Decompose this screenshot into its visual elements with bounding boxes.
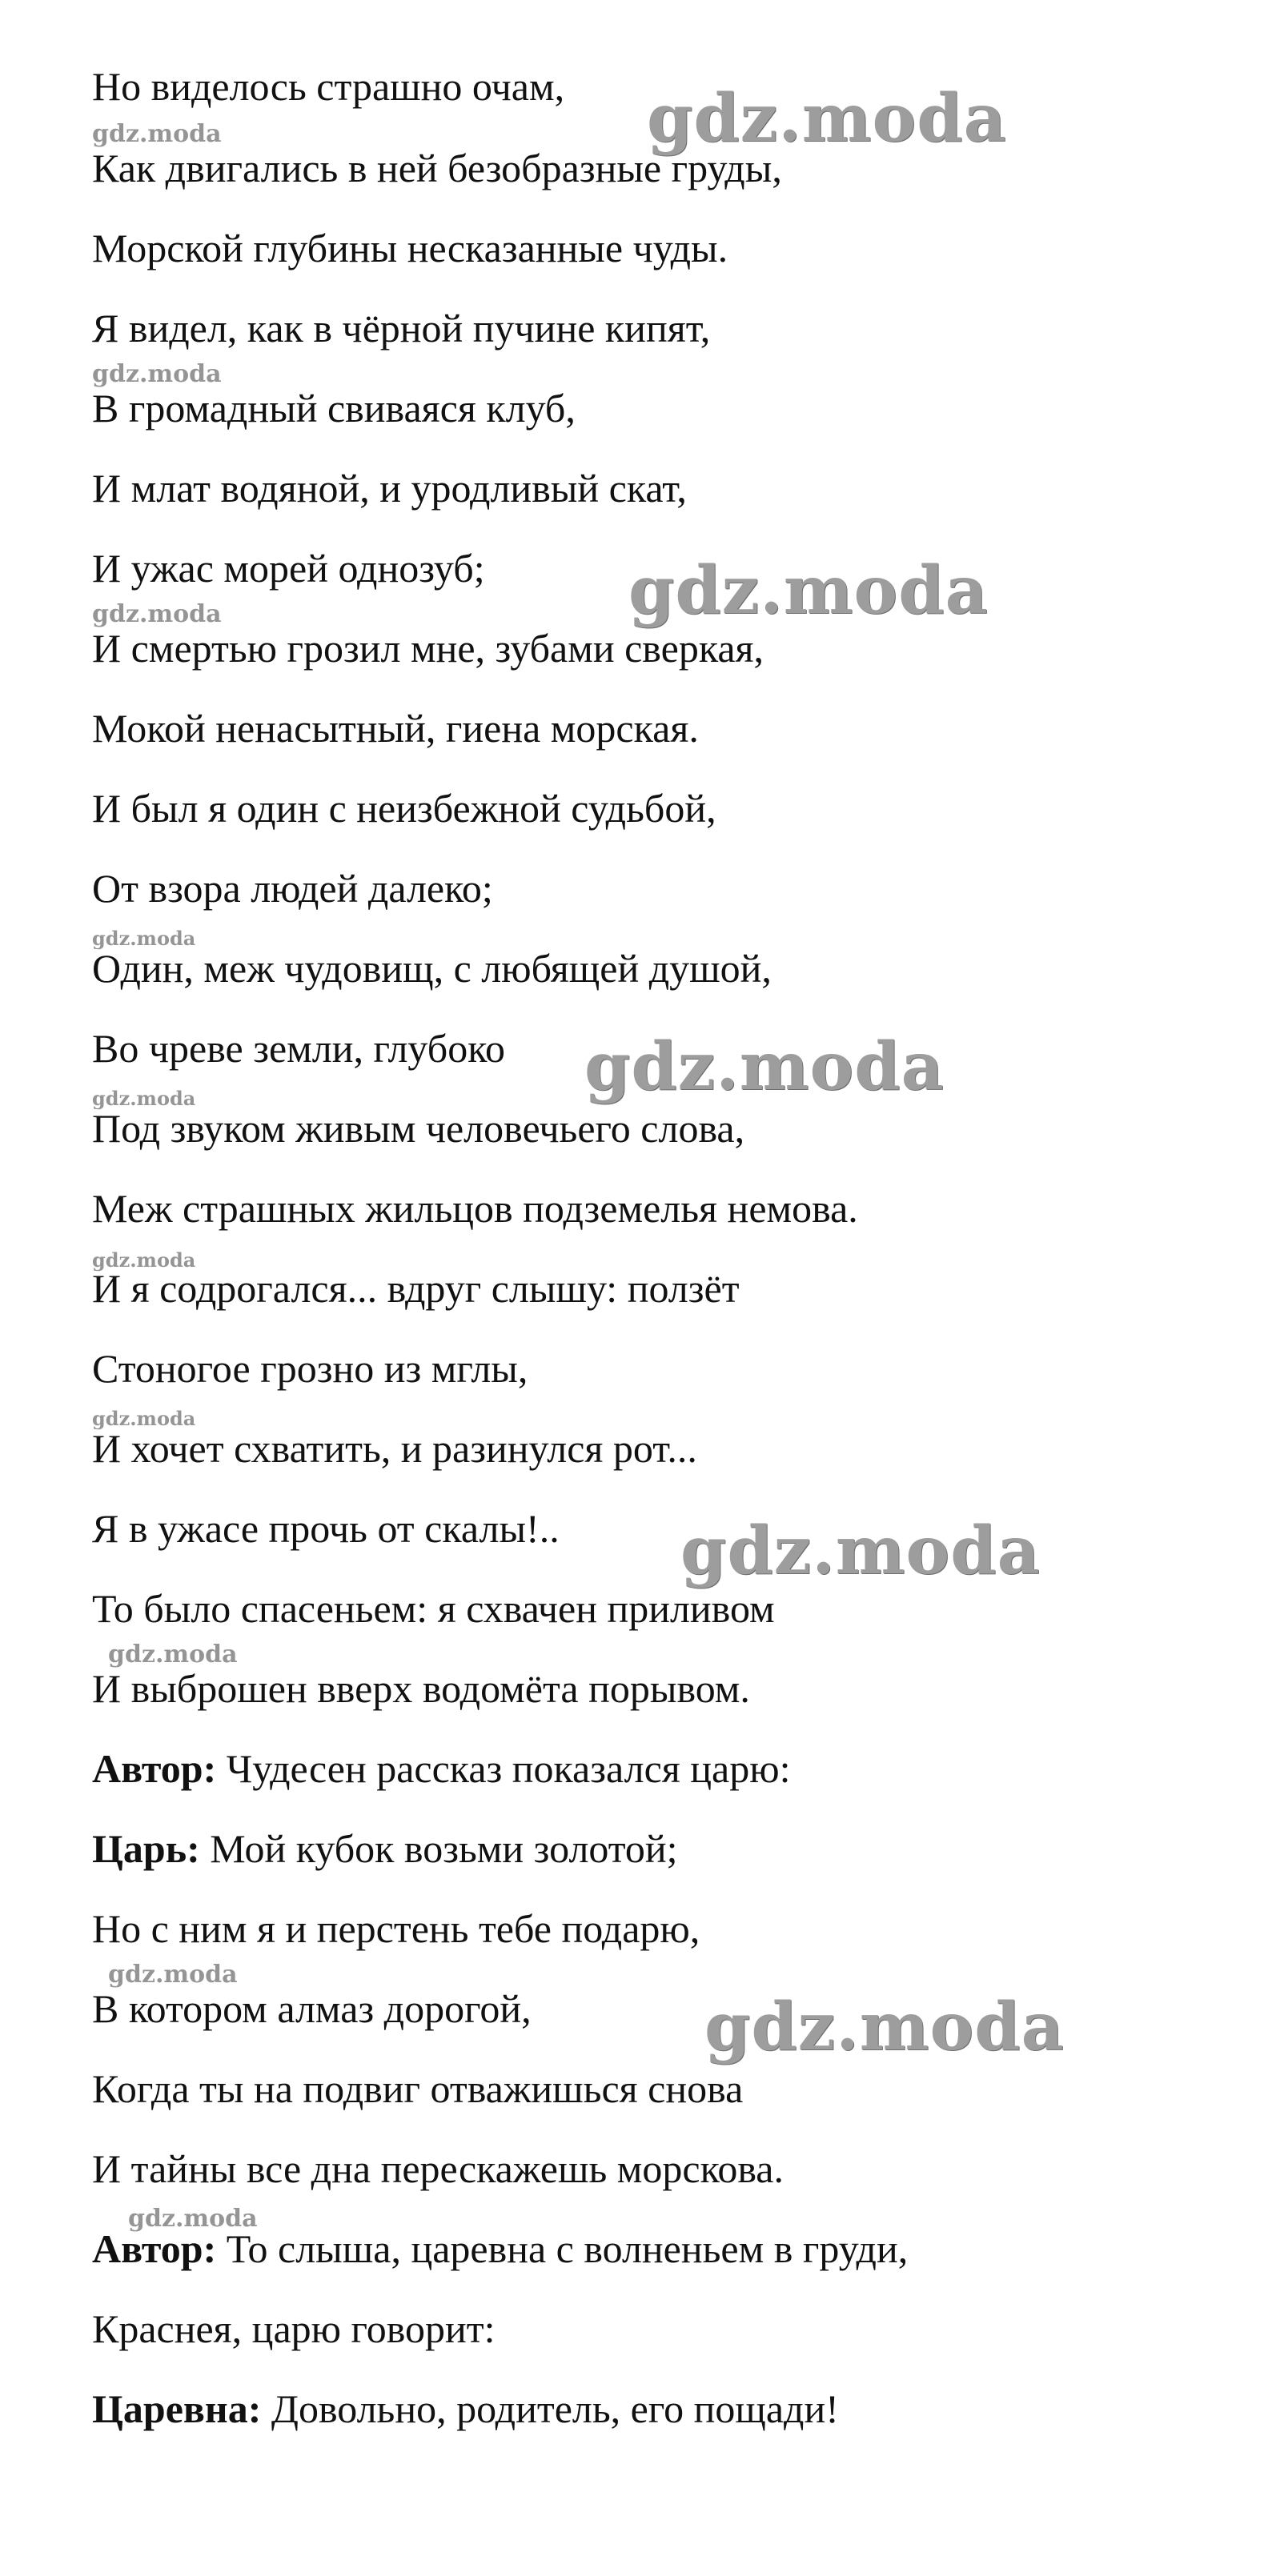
watermark-logo: gdz.moda bbox=[704, 1989, 1065, 2065]
poem-line: От взора людей далеко; bbox=[92, 866, 493, 911]
poem-line: Один, меж чудовищ, с любящей душой, bbox=[92, 946, 772, 991]
poem-line: Я видел, как в чёрной пучине кипят, bbox=[92, 306, 711, 351]
poem-line: Меж страшных жильцов подземелья немова. bbox=[92, 1186, 858, 1231]
watermark-logo: gdz.moda bbox=[108, 1961, 238, 1989]
poem-line: Царь: Мой кубок возьми золотой; bbox=[92, 1826, 678, 1871]
poem-line: Царевна: Довольно, родитель, его пощади! bbox=[92, 2386, 839, 2431]
poem-line: Я в ужасе прочь от скалы!.. bbox=[92, 1506, 560, 1551]
watermark-logo: gdz.moda bbox=[584, 1028, 945, 1105]
poem-line: Когда ты на подвиг отважишься снова bbox=[92, 2066, 744, 2111]
poem-line: И выброшен вверх водомёта порывом. bbox=[92, 1666, 750, 1711]
poem-line: Стоногое грозно из мглы, bbox=[92, 1346, 528, 1391]
poem-line: И я содрогался... вдруг слышу: ползёт bbox=[92, 1266, 740, 1311]
watermark-logo: gdz.moda bbox=[128, 2205, 258, 2233]
watermark-logo: gdz.moda bbox=[680, 1512, 1041, 1589]
watermark-logo: gdz.moda bbox=[647, 80, 1007, 157]
watermark-logo: gdz.moda bbox=[108, 1641, 238, 1669]
poem-line: И был я один с неизбежной судьбой, bbox=[92, 786, 716, 831]
poem-line: В котором алмаз дорогой, bbox=[92, 1986, 532, 2031]
watermark-logo: gdz.moda bbox=[92, 120, 222, 148]
speaker-label: Автор: bbox=[92, 2226, 217, 2271]
poem-line: Но с ним я и перстень тебе подарю, bbox=[92, 1906, 700, 1951]
poem-line: И смертью грозил мне, зубами сверкая, bbox=[92, 626, 764, 671]
poem-line: Автор: То слыша, царевна с волненьем в груди, bbox=[92, 2226, 909, 2271]
speaker-label: Автор: bbox=[92, 1746, 217, 1791]
poem-line: Но виделось страшно очам, bbox=[92, 64, 565, 109]
watermark-logo: gdz.moda bbox=[92, 927, 196, 950]
poem-line: Как двигались в ней безобразные груды, bbox=[92, 146, 782, 190]
watermark-logo: gdz.moda bbox=[628, 552, 989, 629]
poem-line: И тайны все дна перескажешь морскова. bbox=[92, 2146, 784, 2191]
watermark-logo: gdz.moda bbox=[92, 1407, 196, 1430]
speaker-label: Царевна: bbox=[92, 2386, 262, 2431]
poem-line: И ужас морей однозуб; bbox=[92, 546, 485, 591]
watermark-logo: gdz.moda bbox=[92, 600, 222, 628]
watermark-logo: gdz.moda bbox=[92, 1087, 196, 1110]
poem-line: В громадный свиваяся клуб, bbox=[92, 386, 576, 431]
poem-line: Автор: Чудесен рассказ показался царю: bbox=[92, 1746, 791, 1791]
poem-line: Мокой ненасытный, гиена морская. bbox=[92, 706, 699, 751]
poem-line: Морской глубины несказанные чуды. bbox=[92, 226, 728, 270]
speaker-label: Царь: bbox=[92, 1826, 200, 1871]
poem-line: И млат водяной, и уродливый скат, bbox=[92, 466, 687, 511]
poem-line: Краснея, царю говорит: bbox=[92, 2306, 496, 2351]
poem-line: Во чреве земли, глубоко bbox=[92, 1026, 505, 1071]
watermark-logo: gdz.moda bbox=[92, 1248, 196, 1272]
poem-line: Под звуком живым человечьего слова, bbox=[92, 1106, 745, 1151]
poem-line: И хочет схватить, и разинулся рот... bbox=[92, 1426, 697, 1471]
watermark-logo: gdz.moda bbox=[92, 360, 222, 388]
poem-line: То было спасеньем: я схвачен приливом bbox=[92, 1586, 775, 1631]
